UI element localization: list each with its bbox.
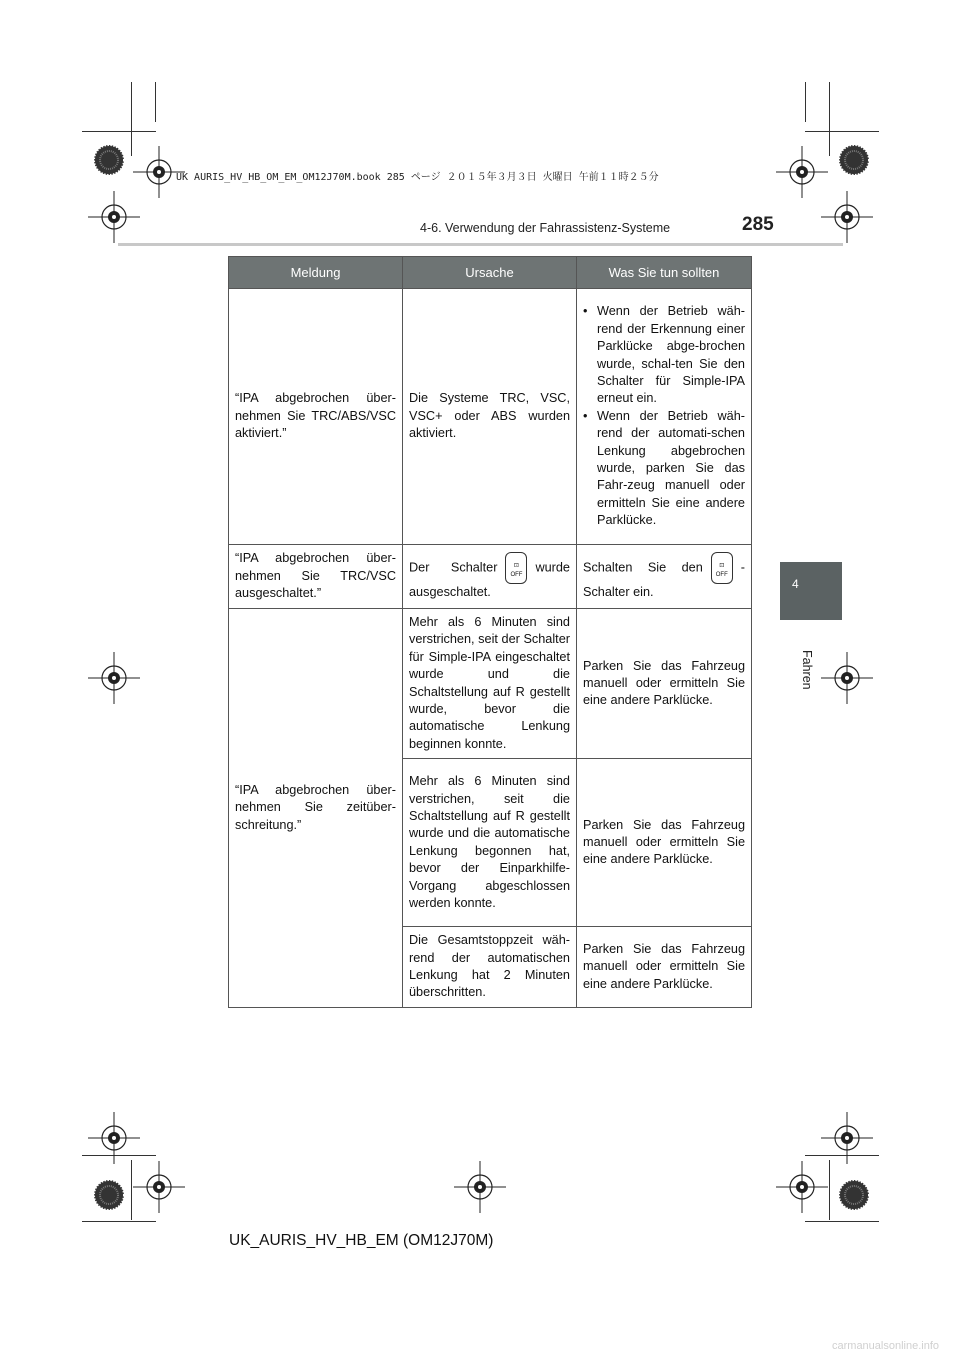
cause-cell: Mehr als 6 Minuten sind verstrichen, seit der Schalter für Simple-IPA eingeschaltet wurde und die Schaltstellung auf R gestellt wurde, bevor die automatische Lenkung beginnen konnte. — [403, 609, 577, 759]
cause-cell — [403, 545, 577, 609]
section-title: 4-6. Verwendung der Fahrassistenz-Systeme — [420, 221, 671, 235]
table-header-row — [229, 257, 752, 289]
cause-text-before: Der Schalter — [409, 560, 498, 575]
action-cell: Parken Sie das Fahrzeug manuell oder ermitteln Sie eine andere Parklücke. — [577, 759, 752, 927]
cause-cell: Die Systeme TRC, VSC, VSC+ oder ABS wurden aktiviert. — [403, 289, 577, 545]
book-info-line: UK AURIS_HV_HB_OM_EM_OM12J70M.book 285 ページ ２０１５年３月３日 火曜日 午前１１時２５分 — [176, 172, 659, 183]
list-item: • Wenn der Betrieb wäh-rend der Erkennung einer Parklücke abge-brochen wurde, schal-ten Sie den Schalter für Simple-IPA erneut ein. — [583, 303, 745, 407]
sunburst-mark-top-left — [94, 145, 124, 175]
watermark: carmanualsonline.info — [832, 1340, 940, 1352]
table-row — [229, 545, 752, 609]
sunburst-mark-bottom-right — [839, 1180, 869, 1210]
crosshair-left-lower — [88, 1112, 140, 1164]
action-cell: Parken Sie das Fahrzeug manuell oder ermitteln Sie eine andere Parklücke. — [577, 927, 752, 1008]
crosshair-bottom-left — [133, 1161, 185, 1213]
cause-text-after: wurde ausgeschaltet. — [409, 560, 570, 599]
crosshair-right-upper — [821, 191, 873, 243]
cause-cell: Die Gesamtstoppzeit wäh-rend der automatischen Lenkung hat 2 Minuten überschritten. — [403, 927, 577, 1008]
action-text-before: Schalten Sie den — [583, 560, 703, 575]
message-cell: “IPA abgebrochen über-nehmen Sie TRC/ABS/VSC aktiviert.” — [229, 289, 403, 545]
column-header-message: Meldung — [229, 257, 403, 289]
table-row — [229, 289, 752, 545]
chapter-number: 4 — [792, 577, 799, 591]
crosshair-bottom-right — [776, 1161, 828, 1213]
list-item: • Wenn der Betrieb wäh-rend der automati-schen Lenkung abgebrochen wurde, parken Sie das Fahr-zeug manuell oder ermitteln Sie eine andere Parklücke. — [583, 408, 745, 530]
model-code: UK_AURIS_HV_HB_EM (OM12J70M) — [229, 1232, 494, 1249]
sunburst-mark-top-right — [839, 145, 869, 175]
cause-cell: Mehr als 6 Minuten sind verstrichen, seit die Schaltstellung auf R gestellt wurde und die automatische Lenkung begonnen hat, bevor der Einparkhilfe-Vorgang abgeschlossen werden konnte. — [403, 759, 577, 927]
crosshair-right-lower — [821, 1112, 873, 1164]
action-text-after: -Schalter ein. — [583, 560, 745, 599]
action-cell — [577, 289, 752, 545]
action-cell — [577, 545, 752, 609]
column-header-action: Was Sie tun sollten — [577, 257, 752, 289]
chapter-label: Fahren — [800, 650, 814, 690]
action-cell: Parken Sie das Fahrzeug manuell oder ermitteln Sie eine andere Parklücke. — [577, 609, 752, 759]
crosshair-right-middle — [821, 652, 873, 704]
crosshair-left-upper — [88, 191, 140, 243]
simple-ipa-off-switch-icon: ⊡ OFF — [711, 552, 733, 584]
page-number: 285 — [742, 214, 774, 235]
switch-icon-label: OFF — [510, 571, 523, 578]
crosshair-left-middle — [88, 652, 140, 704]
column-header-cause: Ursache — [403, 257, 577, 289]
sunburst-mark-bottom-left — [94, 1180, 124, 1210]
simple-ipa-off-switch-icon: ⊡ OFF — [505, 552, 527, 584]
header-rule — [118, 243, 843, 246]
message-cell: “IPA abgebrochen über-nehmen Sie TRC/VSC ausgeschaltet.” — [229, 545, 403, 609]
switch-icon-label: OFF — [715, 571, 728, 578]
crosshair-bottom-center — [454, 1161, 506, 1213]
message-cell: “IPA abgebrochen über-nehmen Sie zeitüber-schreitung.” — [229, 609, 403, 1008]
chapter-tab — [780, 562, 842, 620]
table-row — [229, 609, 752, 759]
message-table — [228, 256, 752, 1008]
crosshair-top-right — [776, 146, 828, 198]
